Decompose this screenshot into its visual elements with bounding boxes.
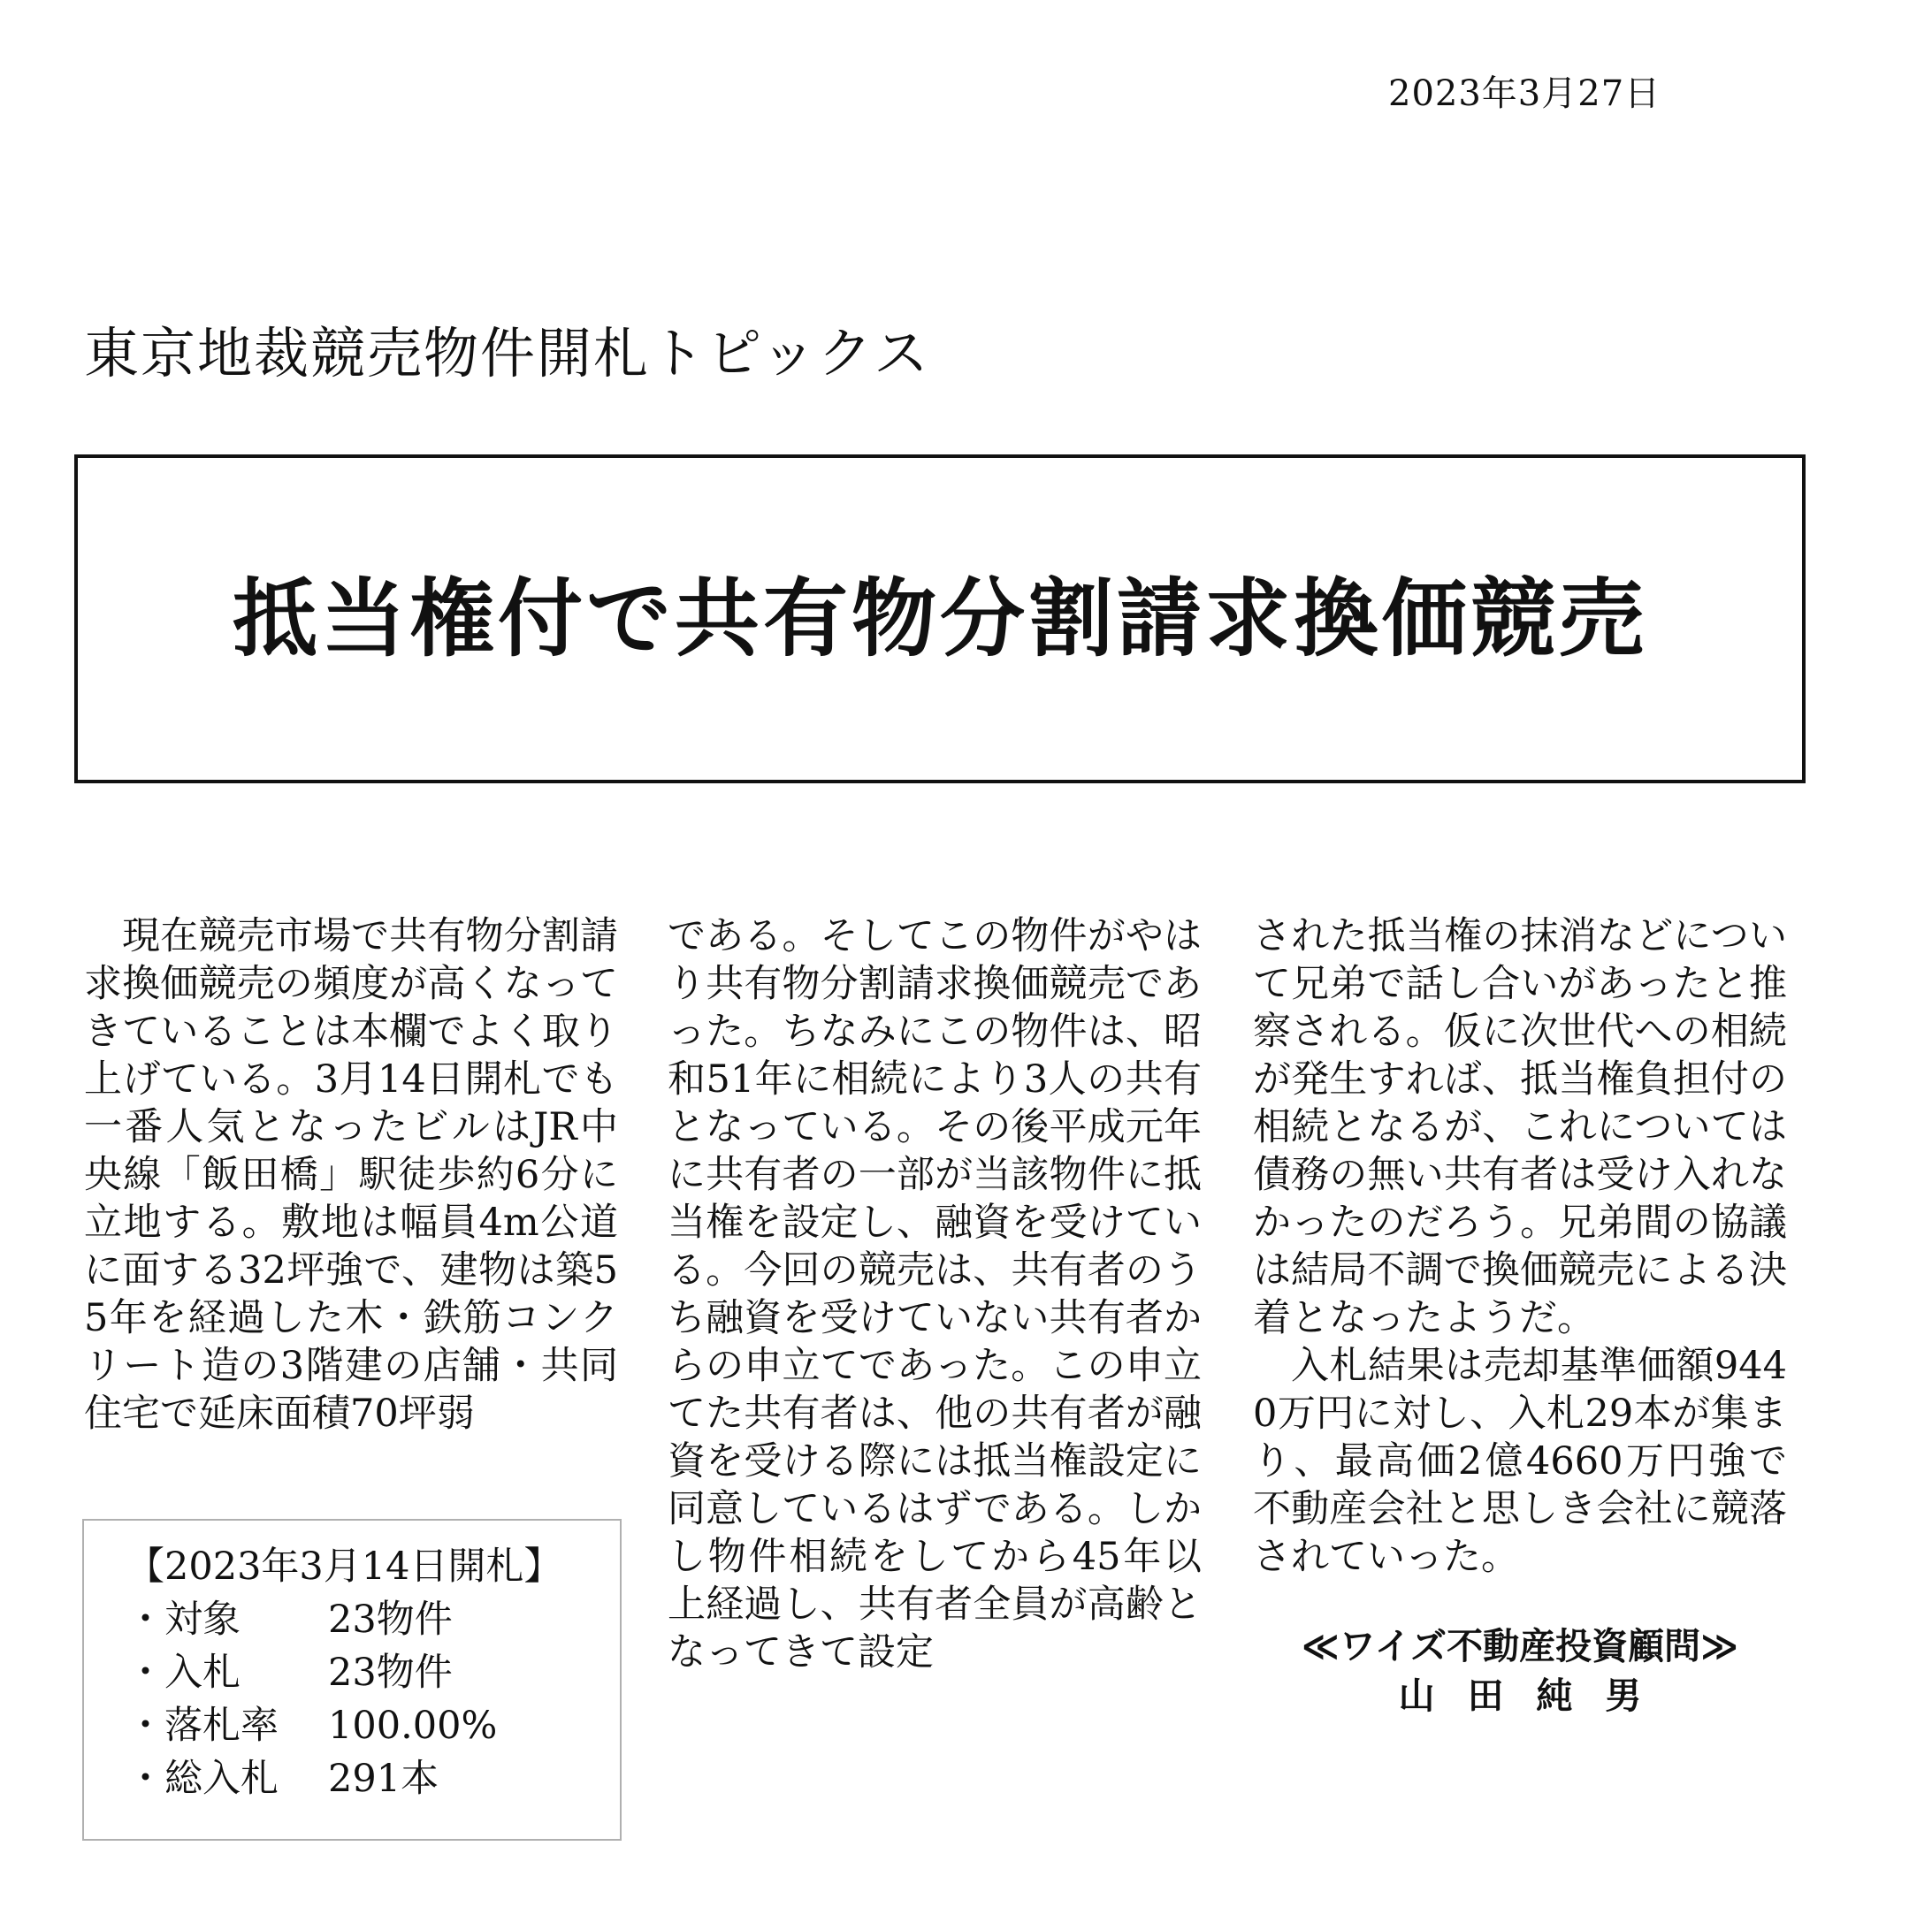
summary-title: 【2023年3月14日開札】 (126, 1545, 562, 1589)
publication-date: 2023年3月27日 (1388, 73, 1661, 114)
body-paragraph: である。そしてこの物件がやはり共有物分割請求換価競売であった。ちなみにこの物件は、昭和51年に相続により3人の共有となっている。その後平成元年に共有者の一部が当該物件に抵当権を設定し、融資を受けている。今回の競売は、共有者のうち融資を受けていない共有者からの申立てであった。この申立てた共有者は、他の共有者が融資を受ける際には抵当権設定に同意しているはずである。しかし物件相続をしてから45年以上経過し、共有者全員が高齢となってきて設定 (668, 914, 1202, 1674)
auction-summary-box (82, 1519, 622, 1841)
headline-box (74, 454, 1806, 783)
byline (1253, 1621, 1787, 1720)
summary-value: 100.00% (328, 1704, 498, 1748)
byline-organization: ≪ワイズ不動産投資顧問≫ (1301, 1625, 1739, 1667)
body-paragraph: 入札結果は売却基準価額9440万円に対し、入札29本が集まり、最高価2億4660万円強で不動産会社と思しき会社に競落されていった。 (1253, 1344, 1787, 1579)
body-paragraph: された抵当権の抹消などについて兄弟で話し合いがあったと推察される。仮に次世代への相続が発生すれば、抵当権負担付の相続となるが、これについては債務の無い共有者は受け入れなかったのだろう。兄弟間の協議は結局不調で換価競売による決着となったようだ。 (1253, 914, 1787, 1340)
summary-row (126, 1752, 620, 1805)
summary-row (126, 1646, 620, 1699)
summary-label: ・対象 (126, 1598, 241, 1642)
headline: 抵当権付で共有物分割請求換価競売 (233, 569, 1647, 668)
body-paragraph: 現在競売市場で共有物分割請求換価競売の頻度が高くなってきていることは本欄でよく取り上げている。3月14日開札でも一番人気となったビルはJR中央線「飯田橋」駅徒歩約6分に立地する。敷地は幅員4m公道に面する32坪強で、建物は築55年を経過した木・鉄筋コンクリート造の3階建の店舗・共同住宅で延床面積70坪弱 (84, 914, 618, 1436)
byline-author: 山田純男 (1398, 1674, 1675, 1717)
summary-label: ・落札率 (126, 1704, 279, 1748)
summary-label: ・入札 (126, 1651, 241, 1695)
summary-label: ・総入札 (126, 1757, 279, 1801)
body-column-1 (84, 912, 618, 1438)
summary-value: 23物件 (328, 1651, 453, 1695)
column-kicker: 東京地裁競売物件開札トピックス (84, 321, 930, 385)
summary-value: 23物件 (328, 1598, 453, 1642)
body-column-2 (668, 912, 1202, 1676)
summary-row (126, 1593, 620, 1646)
summary-row (126, 1699, 620, 1752)
body-column-3 (1253, 912, 1787, 1720)
summary-value: 291本 (328, 1757, 439, 1801)
